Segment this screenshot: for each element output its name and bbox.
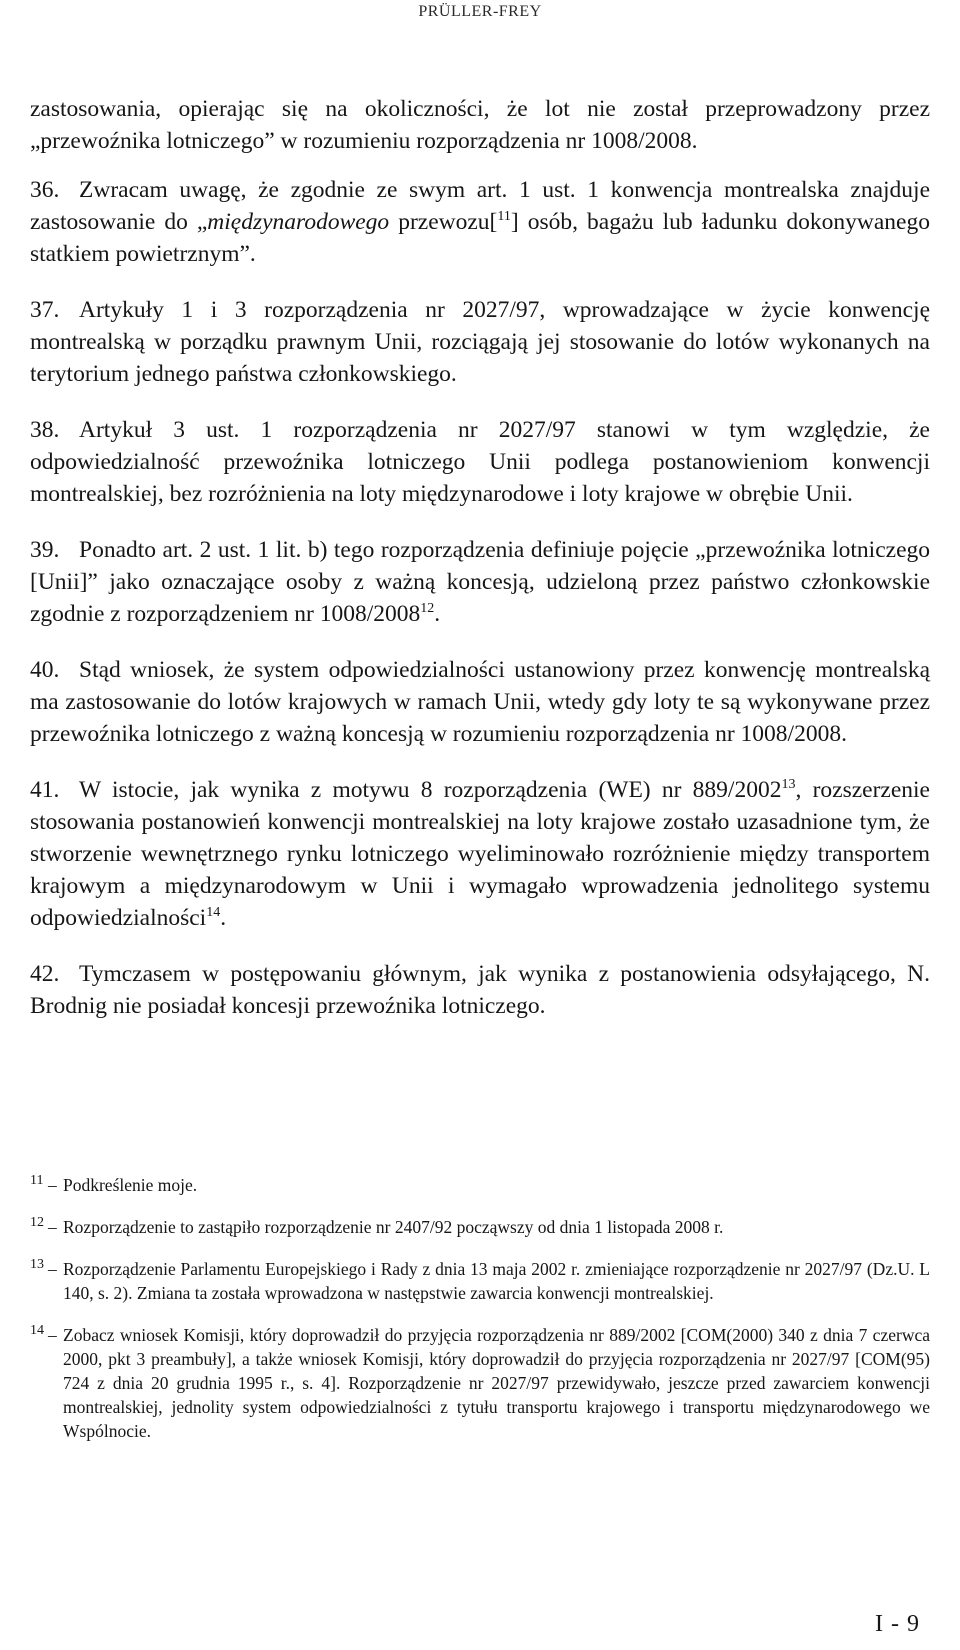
- footnote-13: [30, 1257, 930, 1305]
- footnote-dash: –: [48, 1325, 57, 1345]
- paragraph-number: 41.: [30, 777, 60, 803]
- paragraph-text: Stąd wniosek, że system odpowiedzialności ustanowiony przez konwencję montrealską ma zastosowanie do lotów krajowych w ramach Unii, wtedy gdy loty te są wykonywane przez przewoźnika lotniczego z ważną koncesją w rozumieniu rozporządzenia nr 1008/2008.: [30, 657, 930, 747]
- footnote-ref-11[interactable]: 11: [497, 209, 511, 224]
- paragraph-text: .: [220, 905, 227, 931]
- footnote-14: [30, 1323, 930, 1443]
- footnotes-section: [30, 1173, 930, 1461]
- paragraph-text: Artykuły 1 i 3 rozporządzenia nr 2027/97, wprowadzające w życie konwencję montrealską w porządku prawnym Unii, rozciągają jej stosowanie do lotów wykonanych na terytorium jednego państwa członkowskiego.: [30, 297, 930, 387]
- page-number: I - 9: [875, 1611, 920, 1637]
- paragraph-36: [30, 174, 930, 270]
- footnote-text: Rozporządzenie to zastąpiło rozporządzenie nr 2407/92 począwszy od dnia 1 listopada 2008 r.: [63, 1217, 724, 1237]
- paragraph-number: 37.: [30, 297, 60, 323]
- paragraph-number: 36.: [30, 177, 60, 203]
- footnote-text: Rozporządzenie Parlamentu Europejskiego i Rady z dnia 13 maja 2002 r. zmieniające rozporządzenie nr 2027/97 (Dz.U. L 140, s. 2). Zmiana ta została wprowadzona w następstwie zawarcia konwencji montrealskiej.: [63, 1259, 930, 1303]
- footnote-mark: 11: [30, 1173, 44, 1188]
- footnote-dash: –: [48, 1259, 57, 1279]
- footnote-11: [30, 1173, 930, 1197]
- footnote-mark: 13: [30, 1257, 44, 1272]
- paragraph-number: 39.: [30, 537, 60, 563]
- paragraph-39: [30, 534, 930, 630]
- paragraph-text: W istocie, jak wynika z motywu 8 rozporządzenia (WE) nr 889/2002: [79, 777, 782, 803]
- footnote-text: Podkreślenie moje.: [63, 1175, 198, 1195]
- paragraph-text: .: [434, 601, 441, 627]
- footnote-ref-14[interactable]: 14: [206, 905, 221, 920]
- paragraph-number: 38.: [30, 417, 60, 443]
- footnote-text: Zobacz wniosek Komisji, który doprowadził do przyjęcia rozporządzenia nr 889/2002 [COM(2000) 340 z dnia 7 czerwca 2000, pkt 3 preambuły], a także wniosek Komisji, który doprowadził do przyjęcia rozporządzenia nr 2027/97 [COM(95) 724 z dnia 20 grudnia 1995 r., s. 4]. Rozporządzenie nr 2027/97 przewidywało, jeszcze przed zawarciem konwencji montrealskiej, jednolity system odpowiedzialności z tytułu transportu krajowego i transportu międzynarodowego we Wspólnocie.: [63, 1325, 930, 1441]
- paragraph-text: zastosowania, opierając się na okoliczności, że lot nie został przeprowadzony przez „przewoźnika lotniczego” w rozumieniu rozporządzenia nr 1008/2008.: [30, 96, 930, 154]
- paragraph-text: ] osób, bagażu lub ładunku dokonywanego statkiem powietrznym”.: [30, 209, 930, 267]
- paragraph-text: Zwracam uwagę, że zgodnie ze swym art. 1 ust. 1 konwencja montrealska znajduje zastosowanie do „: [30, 177, 930, 235]
- paragraph-text: przewozu[: [389, 209, 498, 235]
- paragraph-number: 42.: [30, 961, 60, 987]
- footnote-ref-12[interactable]: 12: [420, 601, 435, 616]
- paragraph-text: Tymczasem w postępowaniu głównym, jak wynika z postanowienia odsyłającego, N. Brodnig nie posiadał koncesji przewoźnika lotniczego.: [30, 961, 930, 1019]
- paragraph-41: [30, 774, 930, 934]
- footnote-dash: –: [48, 1217, 57, 1237]
- footnote-ref-13[interactable]: 13: [781, 777, 796, 792]
- footnote-mark: 12: [30, 1215, 44, 1230]
- paragraph-42: [30, 958, 930, 1022]
- main-text: [30, 93, 930, 1046]
- paragraph-number: 40.: [30, 657, 60, 683]
- paragraph-continuation: [30, 93, 930, 157]
- paragraph-text: Artykuł 3 ust. 1 rozporządzenia nr 2027/97 stanowi w tym względzie, że odpowiedzialność przewoźnika lotniczego Unii podlega postanowieniom konwencji montrealskiej, bez rozróżnienia na loty międzynarodowe i loty krajowe w obrębie Unii.: [30, 417, 930, 507]
- paragraph-text: Ponadto art. 2 ust. 1 lit. b) tego rozporządzenia definiuje pojęcie „przewoźnika lotniczego [Unii]” jako oznaczające osoby z ważną koncesją, udzieloną przez państwo członkowskie zgodnie z rozporządzeniem nr 1008/2008: [30, 537, 930, 627]
- emphasis-text: międzynarodowego: [207, 209, 390, 235]
- footnote-12: [30, 1215, 930, 1239]
- footnote-dash: –: [48, 1175, 57, 1195]
- running-header: PRÜLLER-FREY: [418, 3, 542, 20]
- footnote-mark: 14: [30, 1323, 44, 1338]
- paragraph-text: , rozszerzenie stosowania postanowień konwencji montrealskiej na loty krajowe zostało uzasadnione tym, że stworzenie wewnętrznego rynku lotniczego wyeliminowało rozróżnienie między transportem krajowym a międzynarodowym w Unii i wymagało wprowadzenia jednolitego systemu odpowiedzialności: [30, 777, 930, 931]
- paragraph-37: [30, 294, 930, 390]
- paragraph-38: [30, 414, 930, 510]
- paragraph-40: [30, 654, 930, 750]
